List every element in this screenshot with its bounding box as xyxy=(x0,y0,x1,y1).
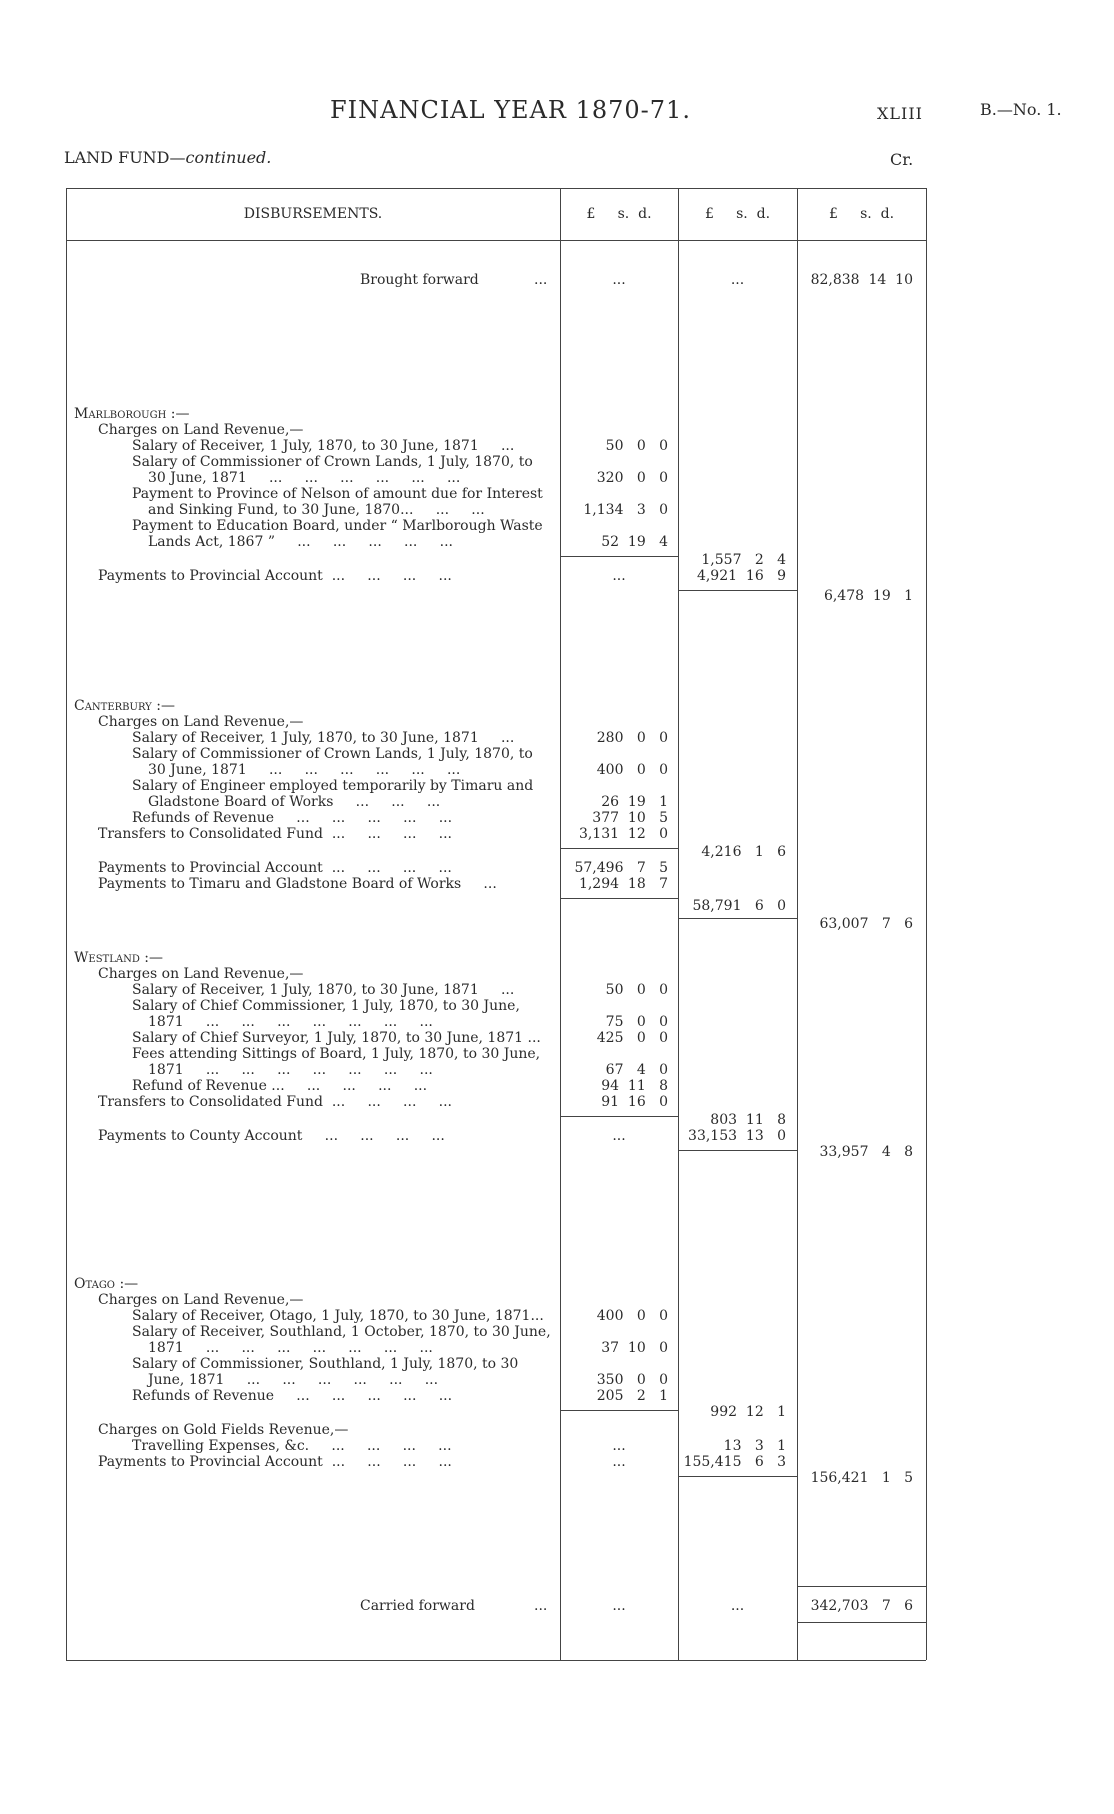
carried-forward-label: Carried forward xyxy=(360,1598,475,1614)
westland-line-3: Salary of Chief Surveyor, 1 July, 1870, to 30 June, 1871 ... xyxy=(132,1030,541,1046)
canterbury-line-5: Transfers to Consolidated Fund ... ... ... ... xyxy=(98,826,452,842)
canterbury-line-2a: Salary of Commissioner of Crown Lands, 1 July, 1870, to xyxy=(132,746,533,762)
carried-forward-col1: ... xyxy=(612,1598,626,1614)
marlborough-total-rule xyxy=(678,590,797,591)
otago-line-1: Salary of Receiver, Otago, 1 July, 1870, to 30 June, 1871... xyxy=(132,1308,544,1324)
canterbury-line-7: Payments to Timaru and Gladstone Board of Works ... xyxy=(98,876,497,892)
otago-line-5: Travelling Expenses, &c. ... ... ... ... xyxy=(132,1438,452,1454)
brought-forward-label: Brought forward xyxy=(360,272,479,288)
westland-line-2a: Salary of Chief Commissioner, 1 July, 1870, to 30 June, xyxy=(132,998,520,1014)
column-header-disbursements: DISBURSEMENTS. xyxy=(243,206,383,222)
canterbury-line-4: Refunds of Revenue ... ... ... ... ... xyxy=(132,810,453,826)
canterbury-value-5: 3,131 12 0 xyxy=(578,826,668,842)
brought-forward-col2: ... xyxy=(730,272,745,288)
otago-heading: Otago :— xyxy=(74,1276,139,1292)
otago-value-2: 37 10 0 xyxy=(601,1340,668,1356)
carried-forward-rule xyxy=(797,1586,926,1587)
marlborough-value-2: 320 0 0 xyxy=(596,470,668,486)
otago-value-5: ... xyxy=(612,1438,626,1454)
westland-value-5: 94 11 8 xyxy=(601,1078,668,1094)
marlborough-value-4: 52 19 4 xyxy=(601,534,668,550)
otago-total: 156,421 1 5 xyxy=(810,1470,913,1486)
otago-line-2b: 1871 ... ... ... ... ... ... ... xyxy=(148,1340,433,1356)
carried-forward-total: 342,703 7 6 xyxy=(810,1598,913,1614)
carried-forward-dots: ... xyxy=(534,1598,548,1614)
document-reference: B.—No. 1. xyxy=(980,100,1062,119)
marlborough-value-5: ... xyxy=(612,568,626,584)
otago-total-rule xyxy=(678,1476,797,1477)
otago-value-1: 400 0 0 xyxy=(596,1308,668,1324)
westland-line-6: Transfers to Consolidated Fund ... ... ... ... xyxy=(98,1094,452,1110)
page-title: FINANCIAL YEAR 1870-71. xyxy=(330,96,691,124)
westland-line-1: Salary of Receiver, 1 July, 1870, to 30 June, 1871 ... xyxy=(132,982,515,998)
marlborough-value-1: 50 0 0 xyxy=(605,438,668,454)
westland-subtotal-1: 803 11 8 xyxy=(710,1112,786,1128)
otago-charges-label: Charges on Land Revenue,— xyxy=(98,1292,304,1308)
section-title: LAND FUND—continued. xyxy=(64,148,272,167)
marlborough-line-3b: and Sinking Fund, to 30 June, 1870... ... ... xyxy=(148,502,485,518)
otago-subtotal-rule xyxy=(560,1410,678,1411)
canterbury-subtotal-rule-2 xyxy=(560,898,678,899)
westland-charges-label: Charges on Land Revenue,— xyxy=(98,966,304,982)
carried-forward-double-rule xyxy=(797,1622,926,1623)
westland-value-6: 91 16 0 xyxy=(601,1094,668,1110)
marlborough-line-3a: Payment to Province of Nelson of amount due for Interest xyxy=(132,486,543,502)
canterbury-value-4: 377 10 5 xyxy=(592,810,668,826)
canterbury-charges-label: Charges on Land Revenue,— xyxy=(98,714,304,730)
marlborough-subtotal-rule xyxy=(560,556,678,557)
marlborough-line-5: Payments to Provincial Account ... ... ... ... xyxy=(98,568,452,584)
marlborough-value-3: 1,134 3 0 xyxy=(583,502,668,518)
canterbury-value-1: 280 0 0 xyxy=(596,730,668,746)
westland-line-7: Payments to County Account ... ... ... ... xyxy=(98,1128,445,1144)
table-left-border xyxy=(66,188,67,1660)
canterbury-value-3: 26 19 1 xyxy=(601,794,668,810)
brought-forward-col1: ... xyxy=(612,272,626,288)
otago-value-3: 350 0 0 xyxy=(596,1372,668,1388)
header-rule xyxy=(66,240,926,241)
canterbury-subtotal-2: 58,791 6 0 xyxy=(692,898,786,914)
westland-subtotal-2: 33,153 13 0 xyxy=(688,1128,786,1144)
canterbury-value-7: 1,294 18 7 xyxy=(578,876,668,892)
column-header-col2: £ s. d. xyxy=(704,206,771,222)
canterbury-subtotal-rule xyxy=(560,848,678,849)
canterbury-value-6: 57,496 7 5 xyxy=(574,860,668,876)
westland-line-4a: Fees attending Sittings of Board, 1 July, 1870, to 30 June, xyxy=(132,1046,541,1062)
table-top-border xyxy=(66,188,926,189)
marlborough-line-2a: Salary of Commissioner of Crown Lands, 1 July, 1870, to xyxy=(132,454,533,470)
westland-total: 33,957 4 8 xyxy=(819,1144,913,1160)
brought-forward-total: 82,838 14 10 xyxy=(810,272,913,288)
marlborough-total: 6,478 19 1 xyxy=(823,588,913,604)
marlborough-subtotal-2: 4,921 16 9 xyxy=(696,568,786,584)
westland-total-rule xyxy=(678,1150,797,1151)
westland-value-7: ... xyxy=(612,1128,626,1144)
westland-value-1: 50 0 0 xyxy=(605,982,668,998)
table-bottom-border xyxy=(66,1660,926,1661)
marlborough-line-4b: Lands Act, 1867 ” ... ... ... ... ... xyxy=(148,534,453,550)
credit-label: Cr. xyxy=(890,150,914,169)
otago-gold-fields-label: Charges on Gold Fields Revenue,— xyxy=(98,1422,349,1438)
otago-subtotal-3: 155,415 6 3 xyxy=(683,1454,786,1470)
otago-value-6: ... xyxy=(612,1454,626,1470)
canterbury-value-2: 400 0 0 xyxy=(596,762,668,778)
westland-value-2: 75 0 0 xyxy=(605,1014,668,1030)
canterbury-total: 63,007 7 6 xyxy=(819,916,913,932)
westland-value-4: 67 4 0 xyxy=(605,1062,668,1078)
westland-heading: Westland :— xyxy=(74,950,164,966)
otago-value-4: 205 2 1 xyxy=(596,1388,668,1404)
carried-forward-col2: ... xyxy=(730,1598,745,1614)
westland-line-4b: 1871 ... ... ... ... ... ... ... xyxy=(148,1062,433,1078)
canterbury-line-2b: 30 June, 1871 ... ... ... ... ... ... xyxy=(148,762,461,778)
marlborough-line-4a: Payment to Education Board, under “ Marlborough Waste xyxy=(132,518,543,534)
marlborough-subtotal-1: 1,557 2 4 xyxy=(701,552,786,568)
canterbury-heading: Canterbury :— xyxy=(74,698,175,714)
column-header-col1: £ s. d. xyxy=(586,206,652,222)
canterbury-line-1: Salary of Receiver, 1 July, 1870, to 30 June, 1871 ... xyxy=(132,730,515,746)
canterbury-total-rule xyxy=(678,918,797,919)
westland-value-3: 425 0 0 xyxy=(596,1030,668,1046)
otago-subtotal-1: 992 12 1 xyxy=(710,1404,786,1420)
otago-line-2a: Salary of Receiver, Southland, 1 October, 1870, to 30 June, xyxy=(132,1324,551,1340)
otago-line-6: Payments to Provincial Account ... ... ... ... xyxy=(98,1454,452,1470)
marlborough-charges-label: Charges on Land Revenue,— xyxy=(98,422,304,438)
otago-subtotal-2: 13 3 1 xyxy=(723,1438,786,1454)
otago-line-3b: June, 1871 ... ... ... ... ... ... xyxy=(148,1372,439,1388)
westland-line-5: Refund of Revenue ... ... ... ... ... xyxy=(132,1078,428,1094)
brought-forward-dots: ... xyxy=(534,272,548,288)
page-number: XLIII xyxy=(877,104,923,123)
otago-line-4: Refunds of Revenue ... ... ... ... ... xyxy=(132,1388,453,1404)
marlborough-line-1: Salary of Receiver, 1 July, 1870, to 30 June, 1871 ... xyxy=(132,438,515,454)
canterbury-subtotal-1: 4,216 1 6 xyxy=(701,844,786,860)
marlborough-heading: Marlborough :— xyxy=(74,406,190,422)
westland-subtotal-rule xyxy=(560,1116,678,1117)
canterbury-line-6: Payments to Provincial Account ... ... ... ... xyxy=(98,860,452,876)
canterbury-line-3b: Gladstone Board of Works ... ... ... xyxy=(148,794,441,810)
westland-line-2b: 1871 ... ... ... ... ... ... ... xyxy=(148,1014,433,1030)
table-right-border xyxy=(926,188,927,1660)
canterbury-line-3a: Salary of Engineer employed temporarily by Timaru and xyxy=(132,778,534,794)
column-header-col3: £ s. d. xyxy=(828,206,895,222)
otago-line-3a: Salary of Commissioner, Southland, 1 July, 1870, to 30 xyxy=(132,1356,519,1372)
marlborough-line-2b: 30 June, 1871 ... ... ... ... ... ... xyxy=(148,470,461,486)
